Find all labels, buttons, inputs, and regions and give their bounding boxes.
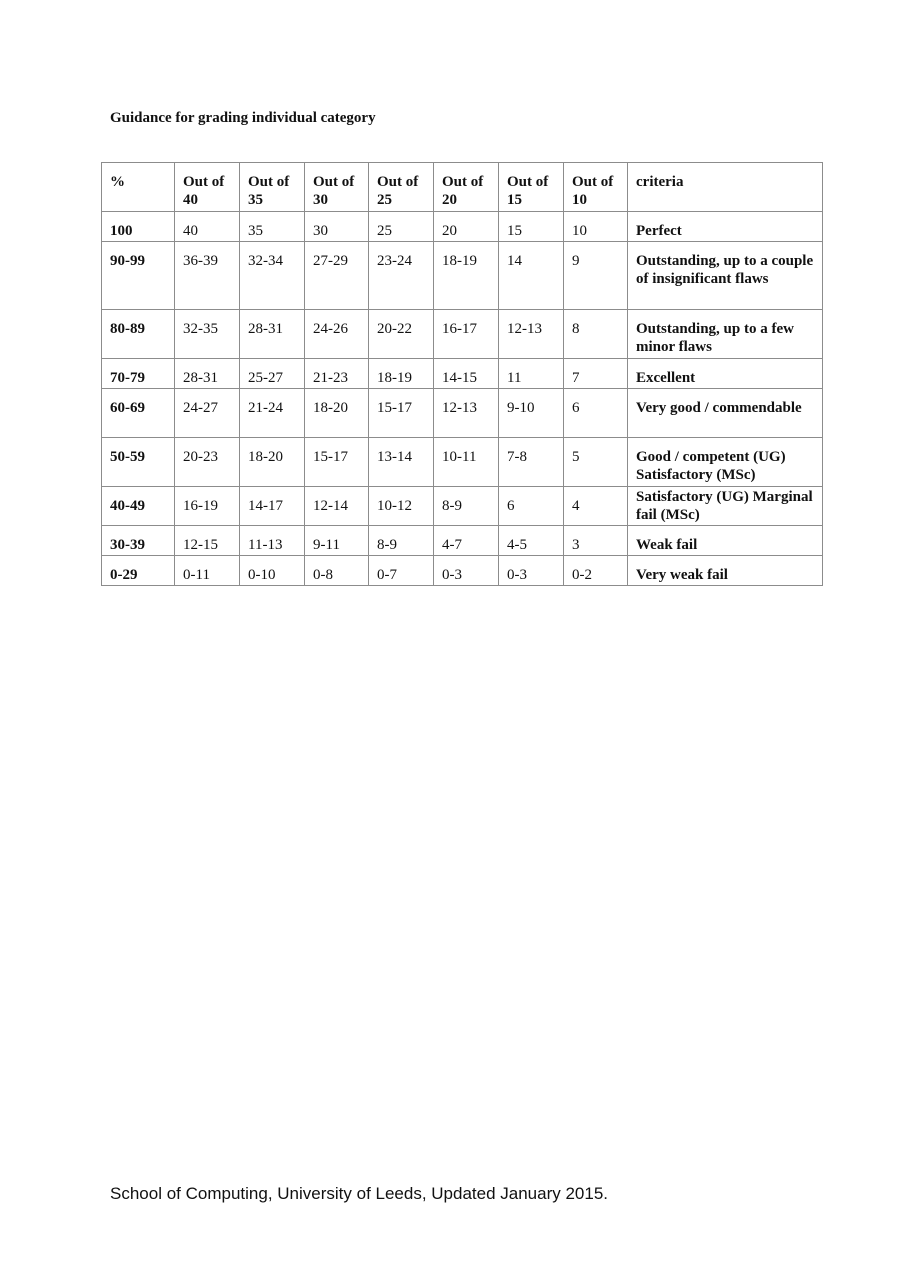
score-cell: 28-31 (240, 310, 305, 359)
score-cell: 18-20 (305, 389, 369, 438)
score-cell: 0-2 (564, 556, 628, 586)
score-cell: 18-19 (369, 359, 434, 389)
criteria-cell: Outstanding, up to a couple of insignificant flaws (628, 242, 823, 310)
criteria-cell: Very good / commendable (628, 389, 823, 438)
score-cell: 16-19 (175, 487, 240, 526)
table-header-row (102, 163, 823, 212)
score-cell: 35 (240, 212, 305, 242)
score-cell: 14 (499, 242, 564, 310)
score-cell: 3 (564, 526, 628, 556)
header-out-of-10: Out of 10 (564, 163, 628, 212)
score-cell: 15-17 (305, 438, 369, 487)
score-cell: 36-39 (175, 242, 240, 310)
percent-cell: 90-99 (102, 242, 175, 310)
score-cell: 13-14 (369, 438, 434, 487)
table-row (102, 487, 823, 526)
score-cell: 32-34 (240, 242, 305, 310)
criteria-cell: Outstanding, up to a few minor flaws (628, 310, 823, 359)
table-row (102, 242, 823, 310)
header-out-of-20: Out of 20 (434, 163, 499, 212)
score-cell: 15-17 (369, 389, 434, 438)
score-cell: 6 (499, 487, 564, 526)
score-cell: 10-12 (369, 487, 434, 526)
table-row (102, 389, 823, 438)
score-cell: 24-26 (305, 310, 369, 359)
score-cell: 0-10 (240, 556, 305, 586)
score-cell: 21-24 (240, 389, 305, 438)
score-cell: 16-17 (434, 310, 499, 359)
percent-cell: 30-39 (102, 526, 175, 556)
score-cell: 24-27 (175, 389, 240, 438)
header-out-of-25: Out of 25 (369, 163, 434, 212)
score-cell: 6 (564, 389, 628, 438)
score-cell: 0-3 (434, 556, 499, 586)
header-criteria: criteria (628, 163, 823, 212)
score-cell: 0-3 (499, 556, 564, 586)
criteria-cell: Satisfactory (UG) Marginal fail (MSc) (628, 487, 823, 526)
score-cell: 21-23 (305, 359, 369, 389)
score-cell: 28-31 (175, 359, 240, 389)
percent-cell: 70-79 (102, 359, 175, 389)
table-row (102, 212, 823, 242)
score-cell: 20 (434, 212, 499, 242)
score-cell: 8-9 (434, 487, 499, 526)
score-cell: 5 (564, 438, 628, 487)
document-heading: Guidance for grading individual category (110, 110, 376, 126)
score-cell: 40 (175, 212, 240, 242)
score-cell: 9-10 (499, 389, 564, 438)
percent-cell: 0-29 (102, 556, 175, 586)
score-cell: 12-14 (305, 487, 369, 526)
score-cell: 18-19 (434, 242, 499, 310)
header-out-of-15: Out of 15 (499, 163, 564, 212)
score-cell: 10-11 (434, 438, 499, 487)
percent-cell: 40-49 (102, 487, 175, 526)
header-out-of-40: Out of 40 (175, 163, 240, 212)
table-row (102, 438, 823, 487)
score-cell: 30 (305, 212, 369, 242)
score-cell: 0-11 (175, 556, 240, 586)
grading-table (101, 162, 823, 586)
score-cell: 4-5 (499, 526, 564, 556)
score-cell: 4-7 (434, 526, 499, 556)
score-cell: 7-8 (499, 438, 564, 487)
table-row (102, 310, 823, 359)
score-cell: 10 (564, 212, 628, 242)
header-out-of-35: Out of 35 (240, 163, 305, 212)
table-row (102, 359, 823, 389)
criteria-cell: Perfect (628, 212, 823, 242)
score-cell: 11 (499, 359, 564, 389)
score-cell: 8-9 (369, 526, 434, 556)
score-cell: 25 (369, 212, 434, 242)
score-cell: 18-20 (240, 438, 305, 487)
score-cell: 25-27 (240, 359, 305, 389)
score-cell: 9-11 (305, 526, 369, 556)
percent-cell: 50-59 (102, 438, 175, 487)
score-cell: 23-24 (369, 242, 434, 310)
percent-cell: 100 (102, 212, 175, 242)
score-cell: 0-7 (369, 556, 434, 586)
page-footer: School of Computing, University of Leeds, Updated January 2015. (110, 1184, 609, 1203)
score-cell: 20-23 (175, 438, 240, 487)
score-cell: 32-35 (175, 310, 240, 359)
percent-cell: 60-69 (102, 389, 175, 438)
criteria-cell: Weak fail (628, 526, 823, 556)
header-out-of-30: Out of 30 (305, 163, 369, 212)
score-cell: 14-17 (240, 487, 305, 526)
score-cell: 8 (564, 310, 628, 359)
percent-cell: 80-89 (102, 310, 175, 359)
criteria-cell: Excellent (628, 359, 823, 389)
score-cell: 27-29 (305, 242, 369, 310)
score-cell: 0-8 (305, 556, 369, 586)
score-cell: 12-13 (499, 310, 564, 359)
score-cell: 12-13 (434, 389, 499, 438)
score-cell: 9 (564, 242, 628, 310)
table-row (102, 556, 823, 586)
score-cell: 20-22 (369, 310, 434, 359)
criteria-cell: Very weak fail (628, 556, 823, 586)
score-cell: 14-15 (434, 359, 499, 389)
score-cell: 4 (564, 487, 628, 526)
score-cell: 12-15 (175, 526, 240, 556)
score-cell: 7 (564, 359, 628, 389)
header-percent: % (102, 163, 175, 212)
score-cell: 11-13 (240, 526, 305, 556)
table-row (102, 526, 823, 556)
score-cell: 15 (499, 212, 564, 242)
criteria-cell: Good / competent (UG) Satisfactory (MSc) (628, 438, 823, 487)
